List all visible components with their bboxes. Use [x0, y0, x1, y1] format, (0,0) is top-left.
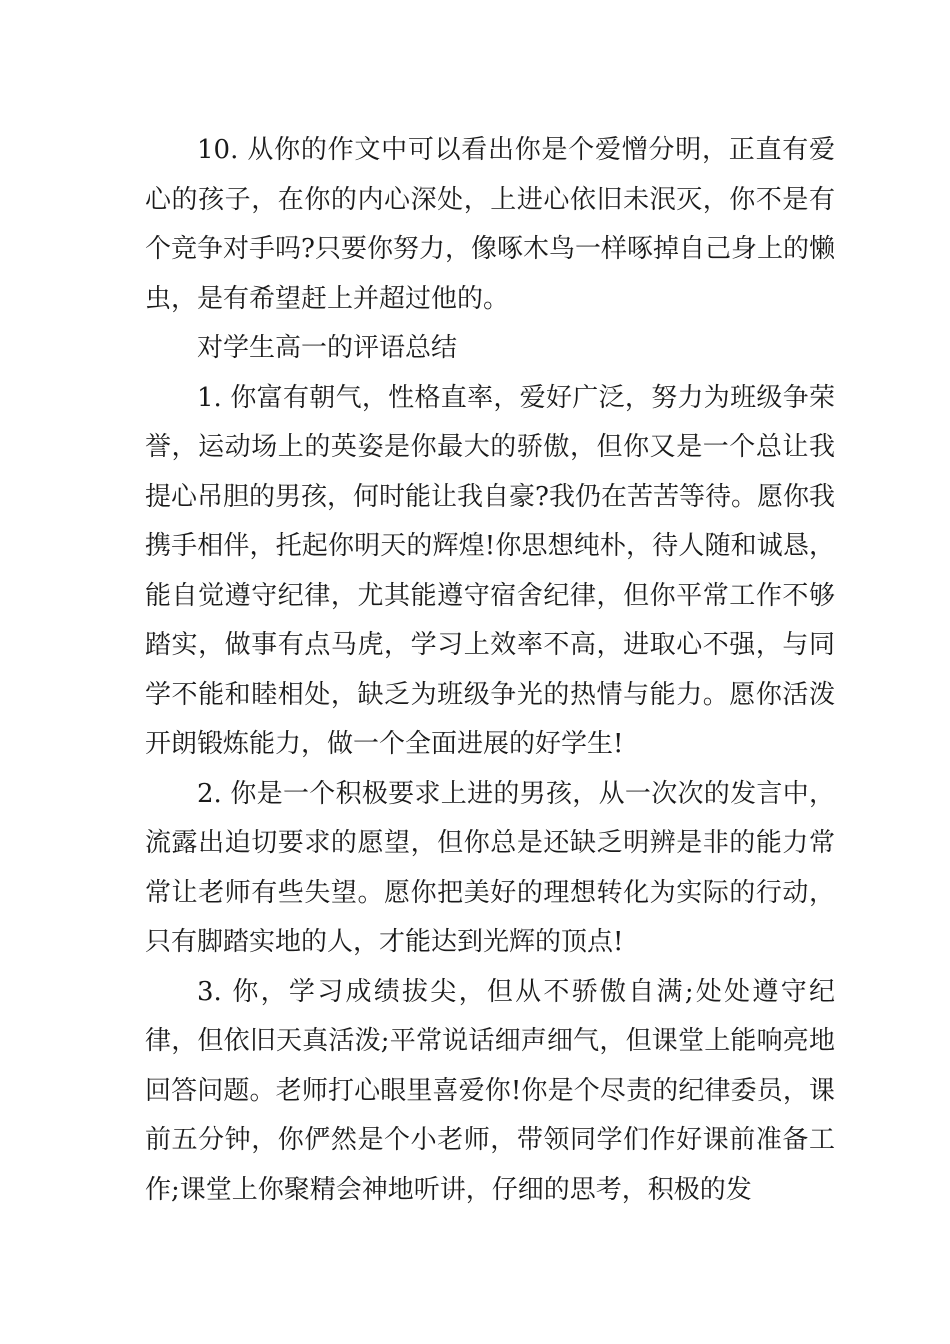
paragraph-comment-3: 3. 你，学习成绩拔尖，但从不骄傲自满;处处遵守纪律，但依旧天真活泼;平常说话细声细气，但课堂上能响亮地回答问题。老师打心眼里喜爱你!你是个尽责的纪律委员，课前五分钟，你俨然是个小老师，带领同学们作好课前准备工作;课堂上你聚精会神地听讲，仔细的思考，积极的发	[145, 976, 835, 1205]
document-body	[145, 126, 835, 1215]
paragraph-comment-2: 2. 你是一个积极要求上进的男孩，从一次次的发言中，流露出迫切要求的愿望，但你总是还缺乏明辨是非的能力常常让老师有些失望。愿你把美好的理想转化为实际的行动，只有脚踏实地的人，才能达到光辉的顶点!	[145, 778, 835, 957]
paragraph-comment-1: 1. 你富有朝气，性格直率，爱好广泛，努力为班级争荣誉，运动场上的英姿是你最大的骄傲，但你又是一个总让我提心吊胆的男孩，何时能让我自豪?我仍在苦苦等待。愿你我携手相伴，托起你明天的辉煌!你思想纯朴，待人随和诚恳，能自觉遵守纪律，尤其能遵守宿舍纪律，但你平常工作不够踏实，做事有点马虎，学习上效率不高，进取心不强，与同学不能和睦相处，缺乏为班级争光的热情与能力。愿你活泼开朗锻炼能力，做一个全面进展的好学生!	[145, 382, 835, 759]
section-heading: 对学生高一的评语总结	[197, 333, 458, 363]
paragraph-comment-10: 10. 从你的作文中可以看出你是个爱憎分明，正直有爱心的孩子，在你的内心深处，上进心依旧未泯灭，你不是有个竞争对手吗?只要你努力，像啄木鸟一样啄掉自己身上的懒虫，是有希望赶上并超过他的。	[145, 135, 835, 314]
